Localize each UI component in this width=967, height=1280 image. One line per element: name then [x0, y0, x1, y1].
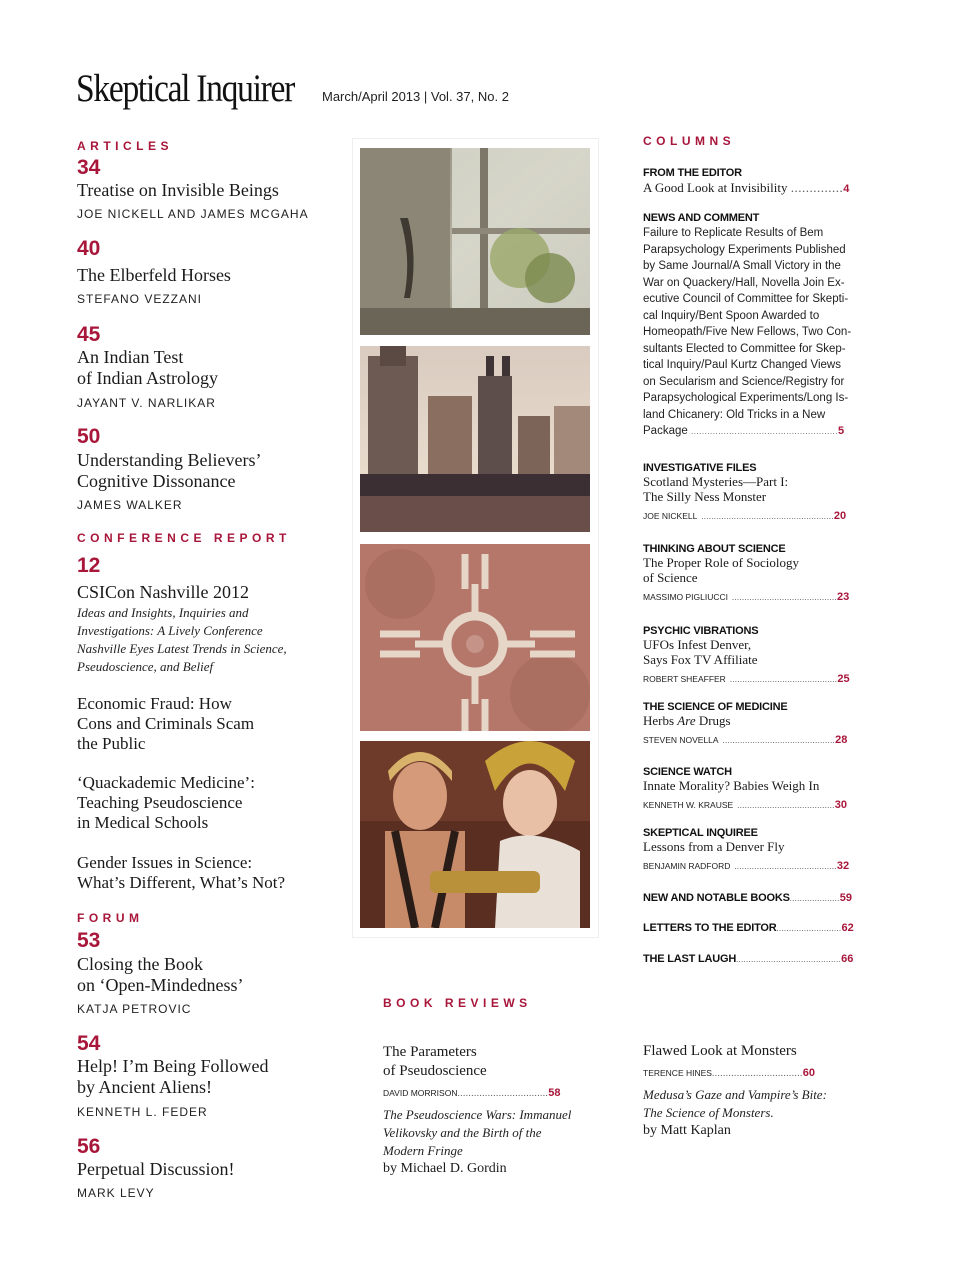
title-line: by Ancient Aliens! [77, 1077, 212, 1097]
conference-extra-article[interactable] [77, 853, 285, 893]
column-science-watch[interactable] [643, 766, 847, 813]
column-title-line: The Proper Role of Sociology [643, 555, 799, 570]
conference-subtitle [77, 604, 287, 676]
column-byline: STEVEN NOVELLA .............................................28 [643, 734, 848, 746]
column-investigative-files[interactable] [643, 462, 846, 524]
book-author: by Matt Kaplan [643, 1123, 731, 1138]
forum-heading: FORUM [77, 911, 144, 925]
book-reviews-heading: BOOK REVIEWS [383, 996, 532, 1010]
forum-page-number[interactable]: 53 [77, 929, 101, 952]
article-title[interactable]: The Elberfeld Horses [77, 265, 231, 285]
review-title-line: Flawed Look at Monsters [643, 1043, 797, 1059]
title-line: Cons and Criminals Scam [77, 714, 255, 733]
conference-extra-article[interactable] [77, 773, 255, 833]
book-author: by Michael D. Gordin [383, 1161, 507, 1176]
title-line: Understanding Believers’ [77, 450, 262, 470]
column-byline: JOE NICKELL .....................................................20 [643, 510, 847, 522]
conference-title[interactable]: CSICon Nashville 2012 [77, 582, 250, 602]
forum-author: KENNETH L. FEDER [77, 1105, 208, 1119]
column-head: THINKING ABOUT SCIENCE [643, 543, 786, 555]
forum-page-number[interactable]: 54 [77, 1032, 101, 1055]
conference-report-heading: CONFERENCE REPORT [77, 531, 291, 545]
news-body: Failure to Replicate Results of Bem Parapsychology Experiments Published by Same Journal/A Small Victory in the War on Quackery/Hall, Novella Join Ex- ecutive Council of Committee for Skepti- cal Inquiry/Bent Spoon Awarded to Homeopath/Five New Fellows, Two Con- sultants Elected to Committee for Skep- tical Inquiry/Paul Kurtz Changed Views on Secularism and Science/Registry for Parapsychological Experiments/Long Is- land Chicanery: Old Tricks in a New Package ......................................................5 [643, 227, 852, 437]
column-head: PSYCHIC VIBRATIONS [643, 625, 759, 637]
column-byline: MASSIMO PIGLIUCCI ..........................................23 [643, 591, 850, 603]
article-author: JAYANT V. NARLIKAR [77, 396, 216, 410]
column-news-and-comment[interactable] [643, 212, 851, 441]
page-number: 60 [802, 1067, 815, 1079]
article-title[interactable] [77, 450, 261, 492]
column-byline: BENJAMIN RADFORD .........................................32 [643, 860, 850, 872]
article-author: STEFANO VEZZANI [77, 292, 203, 306]
column-title-line: A Good Look at Invisibility ..............4 [643, 180, 850, 195]
page-number: 20 [833, 510, 847, 522]
article-page-number[interactable]: 40 [77, 237, 101, 260]
article-page-number[interactable]: 34 [77, 156, 101, 179]
forum-author: MARK LEVY [77, 1186, 155, 1200]
page-number: 28 [835, 734, 848, 746]
title-line: An Indian Test [77, 347, 184, 367]
column-new-and-notable-books[interactable]: NEW AND NOTABLE BOOKS....................59 [643, 892, 852, 904]
column-head: FROM THE EDITOR [643, 167, 742, 179]
title-line: Economic Fraud: How [77, 694, 232, 713]
column-title-line: Innate Morality? Babies Weigh In [643, 778, 820, 793]
forum-page-number[interactable]: 56 [77, 1135, 101, 1158]
column-head: NEWS AND COMMENT [643, 212, 760, 224]
title-line: Teaching Pseudoscience [77, 793, 243, 812]
book-review-left[interactable] [383, 1043, 571, 1178]
column-title-line: Herbs Are Drugs [643, 713, 731, 728]
forum-title[interactable]: Perpetual Discussion! [77, 1159, 235, 1179]
book-review-right[interactable] [643, 1042, 827, 1140]
window-shadow-photo [360, 148, 590, 335]
column-thinking-about-science[interactable] [643, 543, 849, 605]
page-number: 58 [548, 1087, 561, 1099]
column-science-of-medicine[interactable] [643, 701, 847, 748]
column-title-line: UFOs Infest Denver, [643, 637, 752, 652]
title-line: in Medical Schools [77, 813, 209, 832]
column-letters-to-the-editor[interactable]: LETTERS TO THE EDITOR..........................62 [643, 922, 854, 934]
forum-title[interactable] [77, 1056, 268, 1098]
forum-author: KATJA PETROVIC [77, 1002, 192, 1016]
column-head: SCIENCE WATCH [643, 766, 732, 778]
costume-cosplay-photo [360, 741, 590, 928]
page-number: 59 [839, 892, 852, 904]
title-line: of Indian Astrology [77, 368, 218, 388]
page-number: 62 [841, 922, 854, 934]
subtitle-line: Nashville Eyes Latest Trends in Science, [77, 641, 287, 656]
columns-heading: COLUMNS [643, 134, 736, 148]
petroglyph-photo [360, 544, 590, 731]
article-title[interactable]: Treatise on Invisible Beings [77, 180, 279, 200]
review-title-line: The Parameters [383, 1044, 477, 1060]
title-line: What’s Different, What’s Not? [77, 873, 286, 892]
title-line: on ‘Open-Mindedness’ [77, 975, 244, 995]
review-title-line: of Pseudoscience [383, 1063, 487, 1079]
column-the-last-laugh[interactable]: THE LAST LAUGH..........................................66 [643, 953, 854, 965]
forum-title[interactable] [77, 954, 243, 996]
article-author: JAMES WALKER [77, 498, 183, 512]
column-head: SKEPTICAL INQUIREE [643, 827, 758, 839]
page-number: 23 [837, 591, 850, 603]
title-line: Help! I’m Being Followed [77, 1056, 269, 1076]
issue-info: March/April 2013 | Vol. 37, No. 2 [322, 89, 509, 104]
reviewed-book: The Pseudoscience Wars: Immanuel Velikovsky and the Birth of the Modern Fringe [383, 1107, 572, 1158]
masthead [76, 66, 509, 111]
column-head: INVESTIGATIVE FILES [643, 462, 757, 474]
column-head: THE SCIENCE OF MEDICINE [643, 701, 788, 713]
column-title-line: Scotland Mysteries—Part I: [643, 474, 789, 489]
review-byline: TERENCE HINES.................................60 [643, 1067, 815, 1079]
column-skeptical-inquiree[interactable] [643, 827, 849, 874]
title-line: the Public [77, 734, 146, 753]
subtitle-line: Pseudoscience, and Belief [77, 659, 214, 674]
column-title-line: Says Fox TV Affiliate [643, 652, 758, 667]
page-number: 25 [837, 673, 850, 685]
column-byline: ROBERT SHEAFFER ...........................................25 [643, 673, 850, 685]
title-line: Cognitive Dissonance [77, 471, 236, 491]
article-title[interactable] [77, 347, 218, 389]
page-number: 32 [836, 860, 850, 872]
conference-page-number[interactable]: 12 [77, 554, 101, 577]
column-from-the-editor[interactable] [643, 167, 849, 197]
title-line: Gender Issues in Science: [77, 853, 253, 872]
reviewed-book: Medusa’s Gaze and Vampire’s Bite: The Science of Monsters. [643, 1087, 827, 1120]
magazine-logo: Skeptical Inquirer [76, 67, 294, 110]
column-title-line: of Science [643, 570, 698, 585]
title-line: ‘Quackademic Medicine’: [77, 773, 255, 792]
conference-extra-article[interactable] [77, 694, 254, 754]
nashville-skyline-photo [360, 346, 590, 532]
page-number: 30 [834, 799, 847, 811]
column-psychic-vibrations[interactable] [643, 625, 850, 687]
article-page-number[interactable]: 45 [77, 323, 101, 346]
column-byline: KENNETH W. KRAUSE .......................................30 [643, 799, 847, 811]
column-title-line: Lessons from a Denver Fly [643, 839, 785, 854]
page-number: 4 [843, 183, 850, 195]
article-page-number[interactable]: 50 [77, 425, 101, 448]
articles-heading: ARTICLES [77, 139, 173, 153]
article-author: JOE NICKELL AND JAMES MCGAHA [77, 207, 309, 221]
page-number: 66 [841, 953, 854, 965]
column-title-line: The Silly Ness Monster [643, 489, 767, 504]
subtitle-line: Ideas and Insights, Inquiries and [77, 605, 249, 620]
page-number: 5 [838, 425, 845, 437]
title-line: Closing the Book [77, 954, 204, 974]
review-byline: DAVID MORRISON.................................58 [383, 1087, 561, 1099]
subtitle-line: Investigations: A Lively Conference [77, 623, 263, 638]
